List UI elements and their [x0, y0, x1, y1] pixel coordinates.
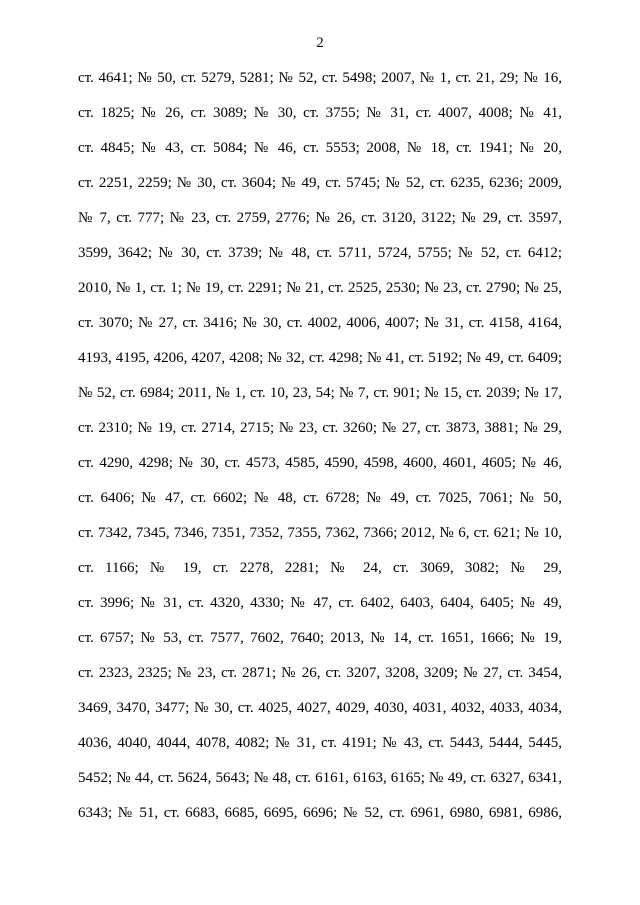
- text-line: ст. 3996; № 31, ст. 4320, 4330; № 47, ст. 6402, 6403, 6404, 6405; № 49,: [78, 595, 562, 611]
- text-line: № 7, ст. 777; № 23, ст. 2759, 2776; № 26, ст. 3120, 3122; № 29, ст. 3597,: [78, 210, 562, 226]
- text-line: ст. 6406; № 47, ст. 6602; № 48, ст. 6728; № 49, ст. 7025, 7061; № 50,: [78, 490, 562, 506]
- text-line: ст. 2251, 2259; № 30, ст. 3604; № 49, ст. 5745; № 52, ст. 6235, 6236; 2009,: [78, 175, 562, 191]
- text-line: ст. 7342, 7345, 7346, 7351, 7352, 7355, 7362, 7366; 2012, № 6, ст. 621; № 10,: [78, 525, 562, 541]
- text-line: 6343; № 51, ст. 6683, 6685, 6695, 6696; № 52, ст. 6961, 6980, 6981, 6986,: [78, 805, 562, 821]
- text-line: 4193, 4195, 4206, 4207, 4208; № 32, ст. 4298; № 41, ст. 5192; № 49, ст. 6409;: [78, 350, 562, 366]
- body-text: [78, 67, 562, 837]
- text-line: 2010, № 1, ст. 1; № 19, ст. 2291; № 21, ст. 2525, 2530; № 23, ст. 2790; № 25,: [78, 280, 562, 296]
- text-line: 5452; № 44, ст. 5624, 5643; № 48, ст. 6161, 6163, 6165; № 49, ст. 6327, 6341,: [78, 770, 562, 786]
- text-line: ст. 6757; № 53, ст. 7577, 7602, 7640; 2013, № 14, ст. 1651, 1666; № 19,: [78, 630, 562, 646]
- text-line: ст. 4290, 4298; № 30, ст. 4573, 4585, 4590, 4598, 4600, 4601, 4605; № 46,: [78, 455, 562, 471]
- text-line: 3469, 3470, 3477; № 30, ст. 4025, 4027, 4029, 4030, 4031, 4032, 4033, 4034,: [78, 700, 562, 716]
- text-line: № 52, ст. 6984; 2011, № 1, ст. 10, 23, 54; № 7, ст. 901; № 15, ст. 2039; № 17,: [78, 385, 562, 401]
- text-line: ст. 2323, 2325; № 23, ст. 2871; № 26, ст. 3207, 3208, 3209; № 27, ст. 3454,: [78, 665, 562, 681]
- text-line: ст. 3070; № 27, ст. 3416; № 30, ст. 4002, 4006, 4007; № 31, ст. 4158, 4164,: [78, 315, 562, 331]
- text-line: ст. 1825; № 26, ст. 3089; № 30, ст. 3755; № 31, ст. 4007, 4008; № 41,: [78, 105, 562, 121]
- text-line: ст. 1166; № 19, ст. 2278, 2281; № 24, ст. 3069, 3082; № 29,: [78, 560, 562, 576]
- text-line: 3599, 3642; № 30, ст. 3739; № 48, ст. 5711, 5724, 5755; № 52, ст. 6412;: [78, 245, 562, 261]
- text-line: ст. 4641; № 50, ст. 5279, 5281; № 52, ст. 5498; 2007, № 1, ст. 21, 29; № 16,: [78, 70, 562, 86]
- text-line: ст. 2310; № 19, ст. 2714, 2715; № 23, ст. 3260; № 27, ст. 3873, 3881; № 29,: [78, 420, 562, 436]
- text-line: 4036, 4040, 4044, 4078, 4082; № 31, ст. 4191; № 43, ст. 5443, 5444, 5445,: [78, 735, 562, 751]
- page-number: 2: [316, 35, 324, 51]
- text-line: ст. 4845; № 43, ст. 5084; № 46, ст. 5553; 2008, № 18, ст. 1941; № 20,: [78, 140, 562, 156]
